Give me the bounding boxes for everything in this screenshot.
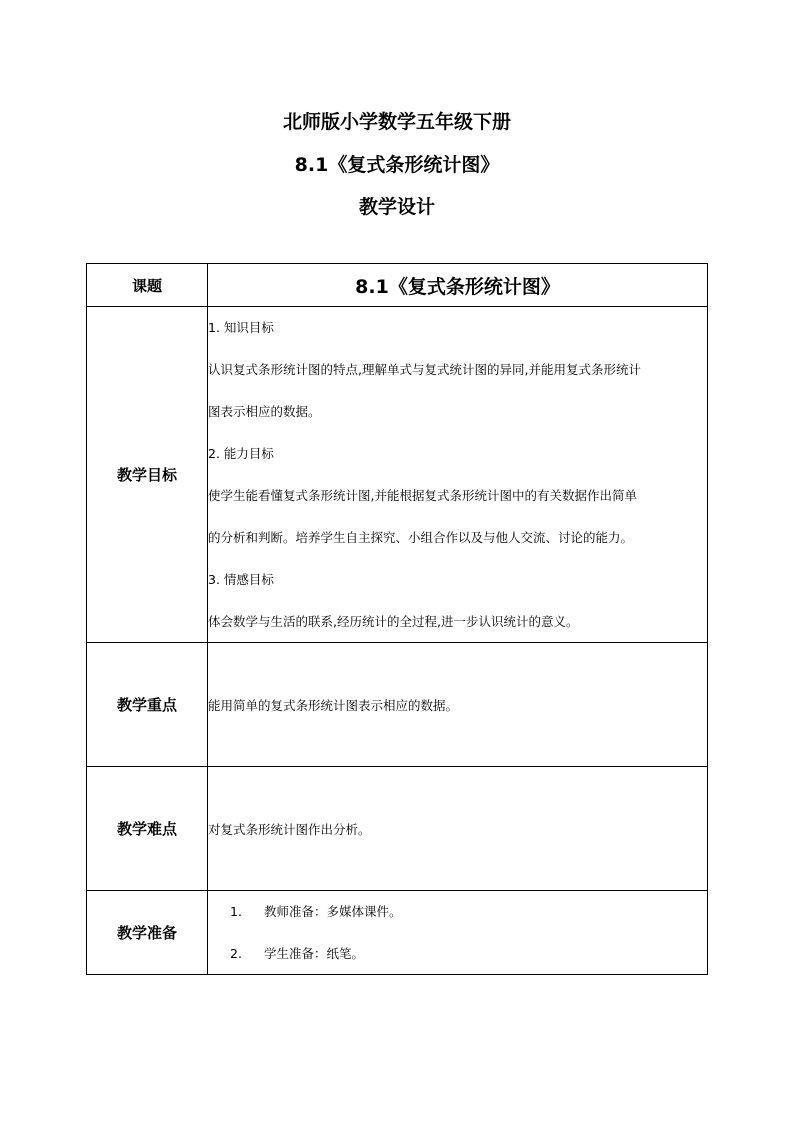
preparation-row	[87, 891, 708, 975]
topic-value: 8.1《复式条形统计图》	[208, 264, 708, 307]
objective-line: 3. 情感目标	[208, 571, 274, 587]
difficulty-value: 对复式条形统计图作出分析。	[208, 767, 708, 891]
objective-line: 2. 能力目标	[208, 445, 274, 461]
objective-line: 1. 知识目标	[208, 319, 274, 335]
objectives-row	[87, 307, 708, 643]
difficulty-row	[87, 767, 708, 891]
objective-line: 的分析和判断。培养学生自主探究、小组合作以及与他人交流、讨论的能力。	[208, 529, 634, 545]
objective-line: 体会数学与生活的联系,经历统计的全过程,进一步认识统计的意义。	[208, 613, 579, 629]
preparation-item-text: 教师准备：多媒体课件。	[264, 903, 402, 919]
topic-label: 课题	[87, 264, 208, 307]
preparation-item-number: 2.	[230, 945, 242, 961]
preparation-item-number: 1.	[230, 903, 242, 919]
preparation-item	[208, 902, 707, 922]
document-type: 教学设计	[358, 196, 435, 218]
key-point-row	[87, 643, 708, 767]
objective-line: 图表示相应的数据。	[208, 403, 321, 419]
key-point-label: 教学重点	[87, 643, 208, 767]
document-title: 北师版小学数学五年级下册	[282, 111, 511, 133]
lesson-plan-table	[86, 263, 708, 975]
preparation-item-text: 学生准备：纸笔。	[264, 945, 365, 961]
objective-line: 认识复式条形统计图的特点,理解单式与复式统计图的异同,并能用复式条形统计	[208, 361, 641, 377]
objective-line: 使学生能看懂复式条形统计图,并能根据复式条形统计图中的有关数据作出简单	[208, 487, 637, 503]
topic-row	[87, 264, 708, 307]
objectives-label: 教学目标	[87, 307, 208, 643]
objectives-content	[208, 307, 708, 643]
preparation-label: 教学准备	[87, 891, 208, 975]
key-point-value: 能用简单的复式条形统计图表示相应的数据。	[208, 643, 708, 767]
preparation-content	[208, 891, 708, 975]
lesson-title: 8.1《复式条形统计图》	[294, 154, 500, 176]
preparation-item	[208, 944, 707, 964]
difficulty-label: 教学难点	[87, 767, 208, 891]
